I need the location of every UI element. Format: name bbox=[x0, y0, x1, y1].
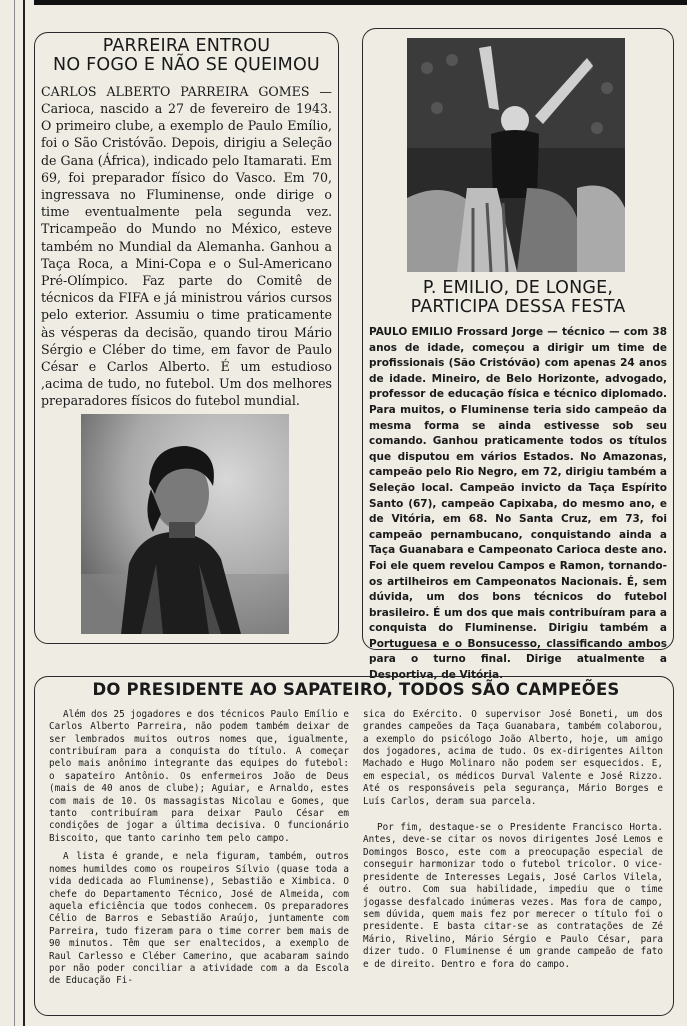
campeoes-article bbox=[34, 676, 674, 1016]
campeoes-col1-paragraph-2: A lista é grande, e nela figuram, também, outros nomes humildes como os roupeiros Sílvio (quase toda a vida dedicada ao Fluminense), Sebastião e Ximbica. O chefe do Departamento Técnico, José de Almeida, com aquela eficiência que todos conhecem. Os preparadores Célio de Barros e Sebastião Araújo, juntamente com Parreira, tudo fizeram para o time correr bem mais de 90 minutos. Têm que ser enaltecidos, a exemplo de Raul Carlesso e Cléber Camerino, que acabaram saindo por não poder conciliar a atividade com a da Escola de Educação Fi- bbox=[49, 851, 349, 987]
parreira-headline-line2: NO FOGO E NÃO SE QUEIMOU bbox=[53, 54, 320, 75]
paulo-emilio-photo-image bbox=[407, 38, 625, 272]
parreira-photo-image bbox=[81, 414, 289, 634]
parreira-photo bbox=[81, 414, 289, 634]
paulo-emilio-headline-line2: PARTICIPA DESSA FESTA bbox=[410, 296, 626, 317]
parreira-article bbox=[34, 32, 339, 644]
campeoes-column-1 bbox=[49, 709, 349, 994]
paulo-emilio-body bbox=[369, 325, 667, 684]
paulo-emilio-body-text: Frossard Jorge — técnico — com 38 anos de idade, começou a dirigir um time de profissionais (São Cristóvão) com apenas 24 anos de idade. Mineiro, de Belo Horizonte, advogado, professor de educação física e técnico diplomado. Para muitos, o Fluminense teria sido campeão da mesma forma se ainda estivesse sob seu comando. Ganhou praticamente todos os títulos que disputou em vários Estados. No Amazonas, campeão pelo Rio Negro, em 72, dirigiu também a Seleção local. Campeão invicto da Taça Espírito Santo (67), campeão Capixaba, do mesmo ano, e de Vitória, em 68. No Santa Cruz, em 73, foi campeão pernambucano, conquistando ainda a Taça Guanabara e Campeonato Carioca deste ano. Foi ele quem revelou Campos e Ramon, tornando-os artilheiros em Campeonatos Nacionais. É, sem dúvida, um dos bons técnicos do futebol brasileiro. É um dos que mais contribuíram para a conquista do Fluminense. Dirigiu também a Portuguesa e o Bonsucesso, classificando ambos para o turno final. Dirige atualmente a Desportiva, de Vitória. bbox=[369, 326, 667, 682]
column-rule bbox=[23, 0, 25, 1026]
campeoes-columns bbox=[49, 709, 663, 994]
paulo-emilio-photo bbox=[407, 38, 625, 272]
campeoes-col1-paragraph-1: Além dos 25 jogadores e dos técnicos Paulo Emílio e Carlos Alberto Parreira, não podem também deixar de ser lembrados muitos outros nomes que, igualmente, contribuíram para a conquista do título. A começar pelo mais anônimo integrante das equipes do futebol: o sapateiro Antônio. Os enfermeiros João de Deus (mais de 40 anos de clube); Aguiar, e Arnaldo, estes com mais de 10. Os massagistas Nicolau e Gomes, que tanto contribuíram para deixar Paulo César em condições de jogar a última decisiva. O funcionário Biscoito, que tanto carinho tem pelo campo. bbox=[49, 708, 349, 844]
page-fold-line bbox=[14, 0, 15, 1026]
parreira-headline bbox=[41, 37, 332, 75]
parreira-lead: CARLOS ALBERTO PARREIRA GOMES bbox=[41, 83, 310, 99]
paulo-emilio-headline bbox=[369, 279, 667, 317]
campeoes-col2-paragraph-2: Por fim, destaque-se o Presidente Francisco Horta. Antes, deve-se citar os novos dirigentes José Lemos e Domingos Bosco, este com a preocupação especial de conseguir harmonizar todo o futebol tricolor. O vice-presidente de Interesses Legais, José Carlos Vilela, é outro. Com sua habilidade, impediu que o time jogasse desfalcado inúmeras vezes. Mas fora de campo, sem dúvida, quem mais fez por merecer o título foi o presidente. E basta citar-se as contratações de Zé Mário, Rivelino, Mário Sérgio e Paulo César, para dizer tudo. O Fluminense é um grande campeão de fato e de direito. Dentro e fora do campo. bbox=[363, 822, 663, 970]
parreira-headline-line1: PARREIRA ENTROU bbox=[102, 36, 271, 56]
campeoes-headline: DO PRESIDENTE AO SAPATEIRO, TODOS SÃO CAMPEÕES bbox=[92, 680, 620, 699]
campeoes-column-2 bbox=[363, 709, 663, 994]
paulo-emilio-lead: PAULO EMILIO bbox=[369, 326, 453, 338]
campeoes-col2-paragraph-1: sica do Exército. O supervisor José Boneti, um dos grandes campeões da Taça Guanabara, também colaborou, a exemplo do psicólogo João Alberto, hoje, um amigo dos jogadores, acima de tudo. Os ex-dirigentes Ailton Machado e Hugo Molinaro não podem ser esquecidos. E, em especial, os médicos Durval Valente e José Rizzo. Até os responsáveis pela segurança, Mário Borges e Luís Carlos, deram sua parcela. bbox=[363, 708, 663, 807]
parreira-body-text: — Carioca, nascido a 27 de fevereiro de 1943. O primeiro clube, a exemplo de Paulo Emílio, foi o São Cristóvão. Depois, dirigiu a Seleção de Gana (África), indicado pelo Itamarati. Em 69, foi preparador físico do Vasco. Em 70, ingressava no Fluminense, onde dirige o time eventualmente pela segunda vez. Tricampeão do Mundo no México, esteve também no Mundial da Alemanha. Ganhou a Taça Roca, a Mini-Copa e o Sul-Americano Pré-Olímpico. Faz parte do Comitê de técnicos da FIFA e já ministrou vários cursos pelo exterior. Assumiu o time praticamente às vésperas da decisão, quando tirou Mário Sérgio e Cléber do time, em favor de Paulo César e Carlos Alberto. É um estudioso ,acima de tudo, no futebol. Um dos melhores preparadores físicos do futebol mundial. bbox=[41, 83, 333, 409]
parreira-body bbox=[41, 83, 332, 410]
top-rule bbox=[34, 0, 687, 5]
paulo-emilio-headline-line1: P. EMILIO, DE LONGE, bbox=[422, 278, 614, 298]
paulo-emilio-article bbox=[362, 28, 674, 682]
